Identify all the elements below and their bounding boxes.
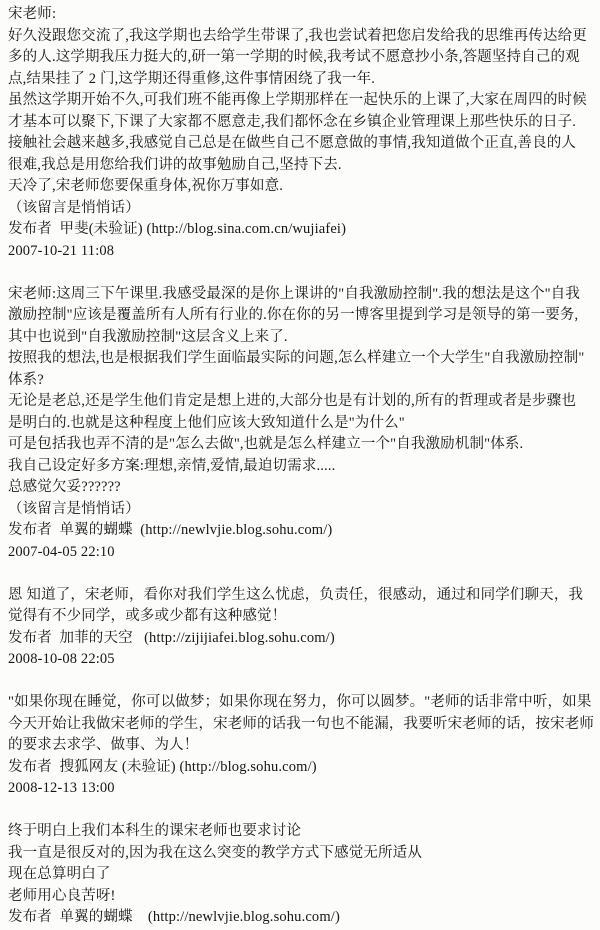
comment-1-line: 天冷了,宋老师您要保重身体,祝你万事如意. [8, 178, 284, 194]
comment-4-line: 的要求去求学、做事、为人！ [8, 737, 199, 753]
comment-2-line: 总感觉欠妥?????? [8, 479, 121, 495]
comment-2-line: 可是包括我也弄不清的是"怎么去做",也就是怎么样建立一个"自我激励机制"体系. [8, 436, 524, 452]
comment-1-line: 虽然这学期开始不久,可我们班不能再像上学期那样在一起快乐的上课了,大家在周四的时候 [8, 92, 587, 108]
comment-4-timestamp: 2008-12-13 13:00 [8, 780, 115, 796]
comment-3-line: 恩 知道了，宋老师，看你对我们学生这么忧虑，负责任，很感动，通过和同学们聊天，我 [8, 586, 584, 603]
comment-1-private-note: （该留言是悄悄话） [8, 199, 140, 216]
comment-1-timestamp: 2007-10-21 11:08 [8, 242, 115, 259]
comment-2-line: 我自己设定好多方案:理想,亲情,爱情,最迫切需求..... [8, 457, 336, 474]
comment-5-line: 现在总算明白了 [8, 866, 111, 882]
comment-2 [8, 284, 596, 564]
comment-4-line: "如果你现在睡觉，你可以做梦；如果你现在努力，你可以圆梦。"老师的话非常中听，如果 [8, 694, 592, 710]
comment-2-timestamp: 2007-04-05 22:10 [8, 543, 115, 560]
comment-5-line: 老师用心良苦呀! [8, 887, 116, 904]
comment-2-line: 按照我的想法,也是根据我们学生面临最实际的问题,怎么样建立一个大学生"自我激励控制" [8, 350, 585, 366]
comment-2-line: 激励控制"应该是覆盖所有人所有行业的.你在你的另一博客里提到学习是领导的第一要务, [8, 307, 579, 323]
comment-5 [8, 821, 596, 929]
comment-1-line: 多的人.这学期我压力挺大的,研一第一学期的时候,我考试不愿意抄小条,答题坚持自己的观 [8, 49, 580, 65]
comment-5-line: 终于明白上我们本科生的课宋老师也要求讨论 [8, 823, 301, 839]
comment-1-line: 接触社会越来越多,我感觉自己总是在做些自己不愿意做的事情,我知道做个正直,善良的人 [8, 135, 577, 151]
comment-2-line: 宋老师:这周三下午课里.我感受最深的是你上课讲的"自我激励控制".我的想法是这个"自我 [8, 285, 580, 302]
comment-1-author-line: 发布者 甲斐(未验证) (http://blog.sina.com.cn/wujiafei) [8, 221, 347, 237]
comment-2-line: 无论是老总,还是学生他们肯定是想上进的,大部分也是有计划的,所有的哲理或者是步骤也 [8, 393, 577, 409]
comment-3-timestamp: 2008-10-08 22:05 [8, 651, 115, 667]
comment-1-line: 好久没跟您交流了,我这学期也去给学生带课了,我也尝试着把您启发给我的思维再传达给更 [8, 27, 587, 44]
comment-1-line: 点,结果挂了 2 门,这学期还得重修,这件事情困绕了我一年. [8, 70, 375, 87]
comment-1-line: 很难,我总是用您给我们讲的故事勉励自己,坚持下去. [8, 156, 342, 173]
comment-5-author-line: 发布者 单翼的蝴蝶 (http://newlvjie.blog.sohu.com/) [8, 909, 340, 925]
comment-4-author-line: 发布者 搜狐网友 (未验证) (http://blog.sohu.com/) [8, 758, 317, 775]
comment-2-author-line: 发布者 单翼的蝴蝶 (http://newlvjie.blog.sohu.com/) [8, 522, 333, 538]
comment-2-line: 是明白的.也就是这种程度上他们应该大致知道什么是"为什么" [8, 414, 405, 431]
comment-3 [8, 585, 596, 671]
comment-2-line: 其中也说到"自我激励控制"这层含义上来了. [8, 328, 288, 345]
comment-2-private-note: （该留言是悄悄话） [8, 500, 140, 517]
comment-4 [8, 692, 596, 800]
comment-1 [8, 4, 596, 262]
comment-5-line: 我一直是很反对的,因为我在这么突变的教学方式下感觉无所适从 [8, 844, 422, 861]
comment-4-line: 今天开始让我做宋老师的学生，宋老师的话我一句也不能漏，我要听宋老师的话，按宋老师 [8, 715, 594, 732]
comment-2-line: 体系? [8, 371, 44, 388]
comment-3-author-line: 发布者 加菲的天空 (http://zijijiafei.blog.sohu.com/) [8, 629, 335, 646]
comment-3-line: 觉得有不少同学，或多或少都有这种感觉！ [8, 608, 287, 624]
comment-1-salutation: 宋老师: [8, 6, 57, 22]
comment-1-line: 才基本可以聚下,下课了大家都不愿意走,我们都怀念在乡镇企业管理课上那些快乐的日子. [8, 113, 577, 130]
